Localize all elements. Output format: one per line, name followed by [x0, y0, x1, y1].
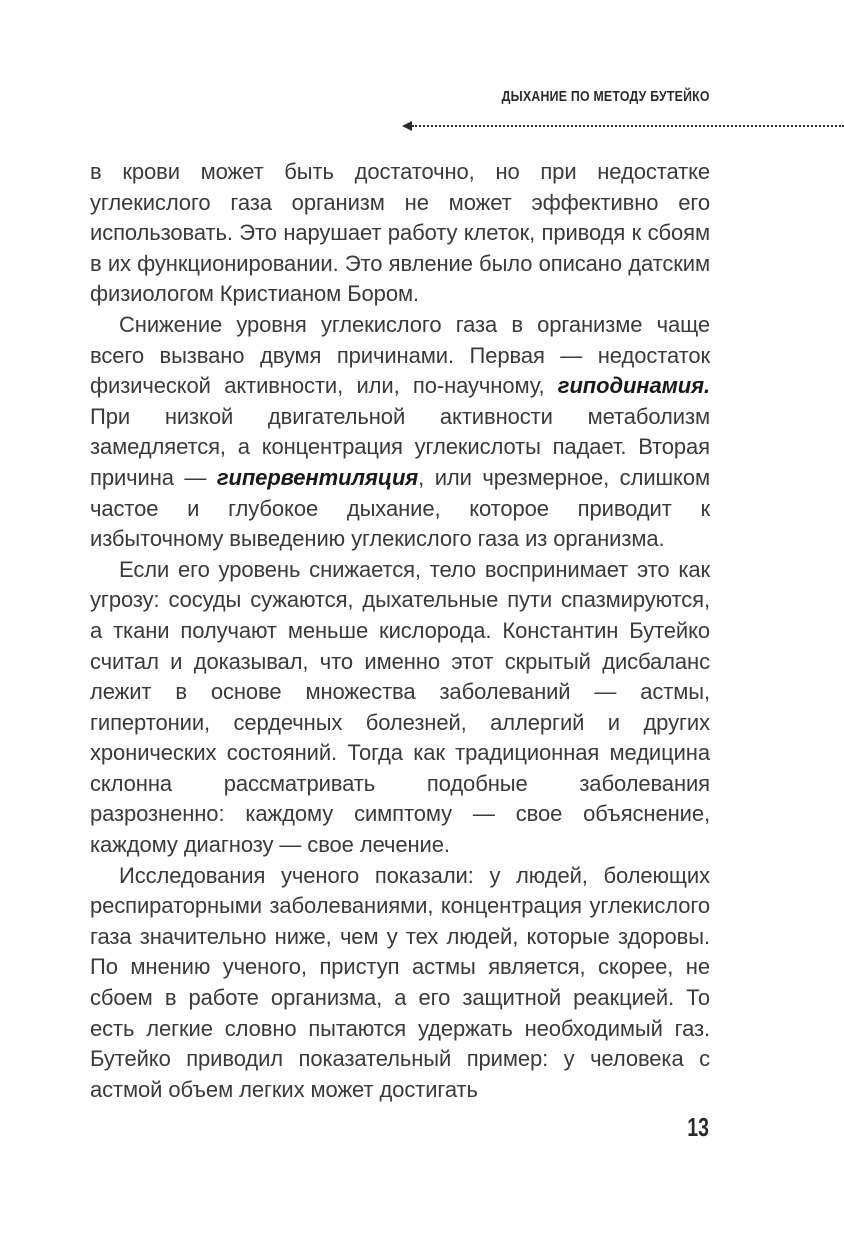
term-hypodynamia: гиподинамия. [557, 373, 710, 399]
page-body-text [90, 157, 710, 1105]
paragraph-4: Исследования ученого показали: у людей, болеющих респираторными заболеваниями, концентрация углекислого газа значительно ниже, чем у тех людей, которые здоровы. По мнению ученого, приступ астмы является, скорее, не сбоем в работе организма, а его защитной реакцией. То есть легкие словно пытаются удержать необходимый газ. Бутейко приводил показательный пример: у человека с астмой объем легких может достигать [90, 862, 710, 1102]
paragraph-2-part-c: , или чрезмерное, слишком частое и глубокое дыхание, которое приводит к избыточному выведению углекислого газа из организма. [90, 464, 710, 552]
paragraph-2 [90, 310, 710, 555]
arrow-left-icon [402, 121, 412, 131]
term-hyperventilation: гипервентиляция [216, 464, 419, 490]
dotted-line [412, 125, 844, 127]
paragraph-2-part-a: Снижение уровня углекислого газа в организме чаще всего вызвано двумя причинами. Первая — недостаток физической активности, или, по-научному, [90, 311, 710, 399]
paragraph-3: Если его уровень снижается, тело воспринимает это как угрозу: сосуды сужаются, дыхательные пути спазмируются, а ткани получают меньше кислорода. Константин Бутейко считал и доказывал, что именно этот скрытый дисбаланс лежит в основе множества заболеваний — астмы, гипертонии, сердечных болезней, аллергий и других хронических состояний. Тогда как традиционная медицина склонна рассматривать подобные заболевания разрозненно: каждому симптому — свое объяснение, каждому диагнозу — свое лечение. [90, 556, 710, 858]
page-number: 13 [687, 1112, 709, 1142]
running-header-title: ДЫХАНИЕ ПО МЕТОДУ БУТЕЙКО [501, 88, 710, 105]
paragraph-2-part-b: При низкой двигательной активности метаболизм замедляется, а концентрация углекислоты падает. Вторая причина — [90, 403, 710, 490]
header-dotted-rule [402, 121, 844, 131]
paragraph-1: в крови может быть достаточно, но при недостатке углекислого газа организм не может эффективно его использовать. Это нарушает работу клеток, приводя к сбоям в их функционировании. Это явление было описано датским физиологом Кристианом Бором. [90, 159, 710, 307]
